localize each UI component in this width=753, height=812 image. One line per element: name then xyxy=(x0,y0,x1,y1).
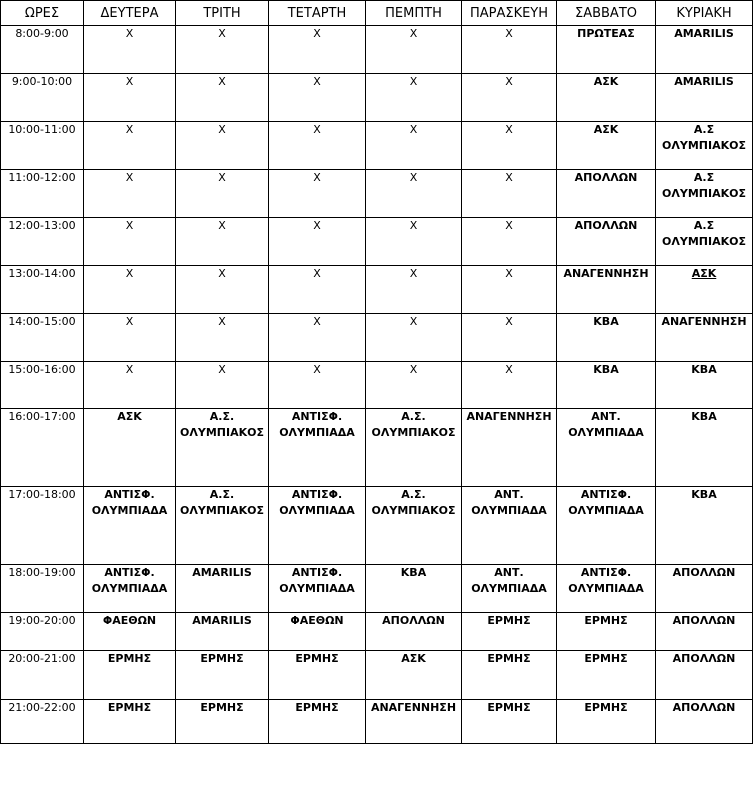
time-slot: 14:00-15:00 xyxy=(1,314,84,362)
slot-wednesday: ΑΝΤΙΣΦ. ΟΛΥΜΠΙΑΔΑ xyxy=(269,565,366,613)
slot-monday: ΑΣΚ xyxy=(84,409,176,487)
slot-tuesday: X xyxy=(176,26,269,74)
slot-friday: X xyxy=(462,170,557,218)
slot-wednesday: ΕΡΜΗΣ xyxy=(269,651,366,700)
slot-monday: ΦΑΕΘΩΝ xyxy=(84,613,176,651)
slot-friday: ΕΡΜΗΣ xyxy=(462,651,557,700)
slot-wednesday: X xyxy=(269,26,366,74)
slot-thursday: ΑΝΑΓΕΝΝΗΣΗ xyxy=(366,700,462,744)
slot-sunday: ΑΣΚ xyxy=(656,266,753,314)
slot-friday: ΕΡΜΗΣ xyxy=(462,700,557,744)
header-saturday: ΣΑΒΒΑΤΟ xyxy=(557,1,656,26)
time-slot: 17:00-18:00 xyxy=(1,487,84,565)
slot-saturday: ΑΠΟΛΛΩΝ xyxy=(557,218,656,266)
header-tuesday: ΤΡΙΤΗ xyxy=(176,1,269,26)
slot-wednesday: X xyxy=(269,362,366,409)
slot-thursday: ΚΒΑ xyxy=(366,565,462,613)
table-row xyxy=(1,362,753,409)
slot-tuesday: ΕΡΜΗΣ xyxy=(176,651,269,700)
header-monday: ΔΕΥΤΕΡΑ xyxy=(84,1,176,26)
slot-monday: X xyxy=(84,314,176,362)
table-row xyxy=(1,613,753,651)
slot-sunday: ΚΒΑ xyxy=(656,487,753,565)
time-slot: 8:00-9:00 xyxy=(1,26,84,74)
slot-wednesday: X xyxy=(269,266,366,314)
slot-friday: ΑΝΤ. ΟΛΥΜΠΙΑΔΑ xyxy=(462,487,557,565)
slot-friday: X xyxy=(462,218,557,266)
table-row xyxy=(1,314,753,362)
slot-friday: X xyxy=(462,122,557,170)
slot-wednesday: X xyxy=(269,170,366,218)
slot-saturday: ΚΒΑ xyxy=(557,362,656,409)
header-wednesday: ΤΕΤΑΡΤΗ xyxy=(269,1,366,26)
slot-tuesday: Α.Σ. ΟΛΥΜΠΙΑΚΟΣ xyxy=(176,409,269,487)
time-slot: 20:00-21:00 xyxy=(1,651,84,700)
slot-thursday: Α.Σ. ΟΛΥΜΠΙΑΚΟΣ xyxy=(366,487,462,565)
slot-sunday: ΚΒΑ xyxy=(656,362,753,409)
header-sunday: ΚΥΡΙΑΚΗ xyxy=(656,1,753,26)
table-row xyxy=(1,651,753,700)
slot-saturday: ΕΡΜΗΣ xyxy=(557,700,656,744)
slot-tuesday: ΕΡΜΗΣ xyxy=(176,700,269,744)
slot-tuesday: X xyxy=(176,218,269,266)
time-slot: 15:00-16:00 xyxy=(1,362,84,409)
slot-friday: X xyxy=(462,314,557,362)
slot-friday: ΑΝΑΓΕΝΝΗΣΗ xyxy=(462,409,557,487)
slot-thursday: X xyxy=(366,122,462,170)
slot-tuesday: X xyxy=(176,362,269,409)
slot-sunday: ΑΝΑΓΕΝΝΗΣΗ xyxy=(656,314,753,362)
slot-thursday: X xyxy=(366,362,462,409)
table-row xyxy=(1,26,753,74)
slot-sunday: ΑΠΟΛΛΩΝ xyxy=(656,700,753,744)
slot-saturday: ΑΝΤΙΣΦ. ΟΛΥΜΠΙΑΔΑ xyxy=(557,565,656,613)
slot-sunday: Α.Σ ΟΛΥΜΠΙΑΚΟΣ xyxy=(656,170,753,218)
table-row xyxy=(1,218,753,266)
slot-monday: ΑΝΤΙΣΦ. ΟΛΥΜΠΙΑΔΑ xyxy=(84,565,176,613)
slot-monday: X xyxy=(84,218,176,266)
slot-saturday: ΑΠΟΛΛΩΝ xyxy=(557,170,656,218)
slot-saturday: ΑΝΤΙΣΦ. ΟΛΥΜΠΙΑΔΑ xyxy=(557,487,656,565)
slot-friday: X xyxy=(462,26,557,74)
slot-friday: X xyxy=(462,74,557,122)
slot-monday: X xyxy=(84,74,176,122)
table-row xyxy=(1,122,753,170)
table-row xyxy=(1,74,753,122)
slot-friday: ΑΝΤ. ΟΛΥΜΠΙΑΔΑ xyxy=(462,565,557,613)
slot-wednesday: X xyxy=(269,218,366,266)
slot-saturday: ΕΡΜΗΣ xyxy=(557,613,656,651)
slot-tuesday: X xyxy=(176,74,269,122)
slot-monday: ΕΡΜΗΣ xyxy=(84,651,176,700)
slot-thursday: X xyxy=(366,26,462,74)
time-slot: 10:00-11:00 xyxy=(1,122,84,170)
slot-monday: X xyxy=(84,266,176,314)
slot-tuesday: X xyxy=(176,170,269,218)
slot-thursday: X xyxy=(366,170,462,218)
slot-wednesday: ΦΑΕΘΩΝ xyxy=(269,613,366,651)
slot-monday: X xyxy=(84,26,176,74)
slot-saturday: ΚΒΑ xyxy=(557,314,656,362)
table-row xyxy=(1,266,753,314)
slot-wednesday: ΑΝΤΙΣΦ. ΟΛΥΜΠΙΑΔΑ xyxy=(269,487,366,565)
slot-sunday: ΑΠΟΛΛΩΝ xyxy=(656,651,753,700)
slot-saturday: ΑΝΑΓΕΝΝΗΣΗ xyxy=(557,266,656,314)
slot-thursday: Α.Σ. ΟΛΥΜΠΙΑΚΟΣ xyxy=(366,409,462,487)
time-slot: 18:00-19:00 xyxy=(1,565,84,613)
time-slot: 9:00-10:00 xyxy=(1,74,84,122)
slot-wednesday: ΑΝΤΙΣΦ. ΟΛΥΜΠΙΑΔΑ xyxy=(269,409,366,487)
time-slot: 21:00-22:00 xyxy=(1,700,84,744)
slot-tuesday: X xyxy=(176,314,269,362)
slot-thursday: ΑΠΟΛΛΩΝ xyxy=(366,613,462,651)
table-row xyxy=(1,565,753,613)
slot-sunday: AMARILIS xyxy=(656,26,753,74)
table-row xyxy=(1,487,753,565)
time-slot: 16:00-17:00 xyxy=(1,409,84,487)
slot-monday: ΕΡΜΗΣ xyxy=(84,700,176,744)
header-thursday: ΠΕΜΠΤΗ xyxy=(366,1,462,26)
slot-wednesday: ΕΡΜΗΣ xyxy=(269,700,366,744)
slot-monday: ΑΝΤΙΣΦ. ΟΛΥΜΠΙΑΔΑ xyxy=(84,487,176,565)
slot-wednesday: X xyxy=(269,122,366,170)
slot-sunday: Α.Σ ΟΛΥΜΠΙΑΚΟΣ xyxy=(656,122,753,170)
slot-monday: X xyxy=(84,362,176,409)
time-slot: 13:00-14:00 xyxy=(1,266,84,314)
slot-monday: X xyxy=(84,122,176,170)
slot-wednesday: X xyxy=(269,314,366,362)
slot-wednesday: X xyxy=(269,74,366,122)
header-row xyxy=(1,1,753,26)
table-row xyxy=(1,700,753,744)
slot-sunday: ΑΠΟΛΛΩΝ xyxy=(656,565,753,613)
slot-sunday: ΑΠΟΛΛΩΝ xyxy=(656,613,753,651)
slot-thursday: X xyxy=(366,218,462,266)
slot-tuesday: X xyxy=(176,122,269,170)
slot-friday: ΕΡΜΗΣ xyxy=(462,613,557,651)
slot-monday: X xyxy=(84,170,176,218)
slot-saturday: ΠΡΩΤΕΑΣ xyxy=(557,26,656,74)
slot-sunday: Α.Σ ΟΛΥΜΠΙΑΚΟΣ xyxy=(656,218,753,266)
slot-thursday: ΑΣΚ xyxy=(366,651,462,700)
slot-saturday: ΑΣΚ xyxy=(557,122,656,170)
slot-tuesday: AMARILIS xyxy=(176,565,269,613)
slot-saturday: ΕΡΜΗΣ xyxy=(557,651,656,700)
schedule-body xyxy=(1,26,753,744)
slot-saturday: ΑΣΚ xyxy=(557,74,656,122)
time-slot: 12:00-13:00 xyxy=(1,218,84,266)
time-slot: 19:00-20:00 xyxy=(1,613,84,651)
table-row xyxy=(1,409,753,487)
slot-tuesday: Α.Σ. ΟΛΥΜΠΙΑΚΟΣ xyxy=(176,487,269,565)
table-row xyxy=(1,170,753,218)
slot-thursday: X xyxy=(366,74,462,122)
slot-friday: X xyxy=(462,266,557,314)
time-slot: 11:00-12:00 xyxy=(1,170,84,218)
slot-sunday: AMARILIS xyxy=(656,74,753,122)
slot-tuesday: X xyxy=(176,266,269,314)
header-friday: ΠΑΡΑΣΚΕΥΗ xyxy=(462,1,557,26)
slot-friday: X xyxy=(462,362,557,409)
slot-sunday: ΚΒΑ xyxy=(656,409,753,487)
header-hours: ΩΡΕΣ xyxy=(1,1,84,26)
slot-thursday: X xyxy=(366,266,462,314)
slot-thursday: X xyxy=(366,314,462,362)
slot-tuesday: AMARILIS xyxy=(176,613,269,651)
slot-saturday: ΑΝΤ. ΟΛΥΜΠΙΑΔΑ xyxy=(557,409,656,487)
